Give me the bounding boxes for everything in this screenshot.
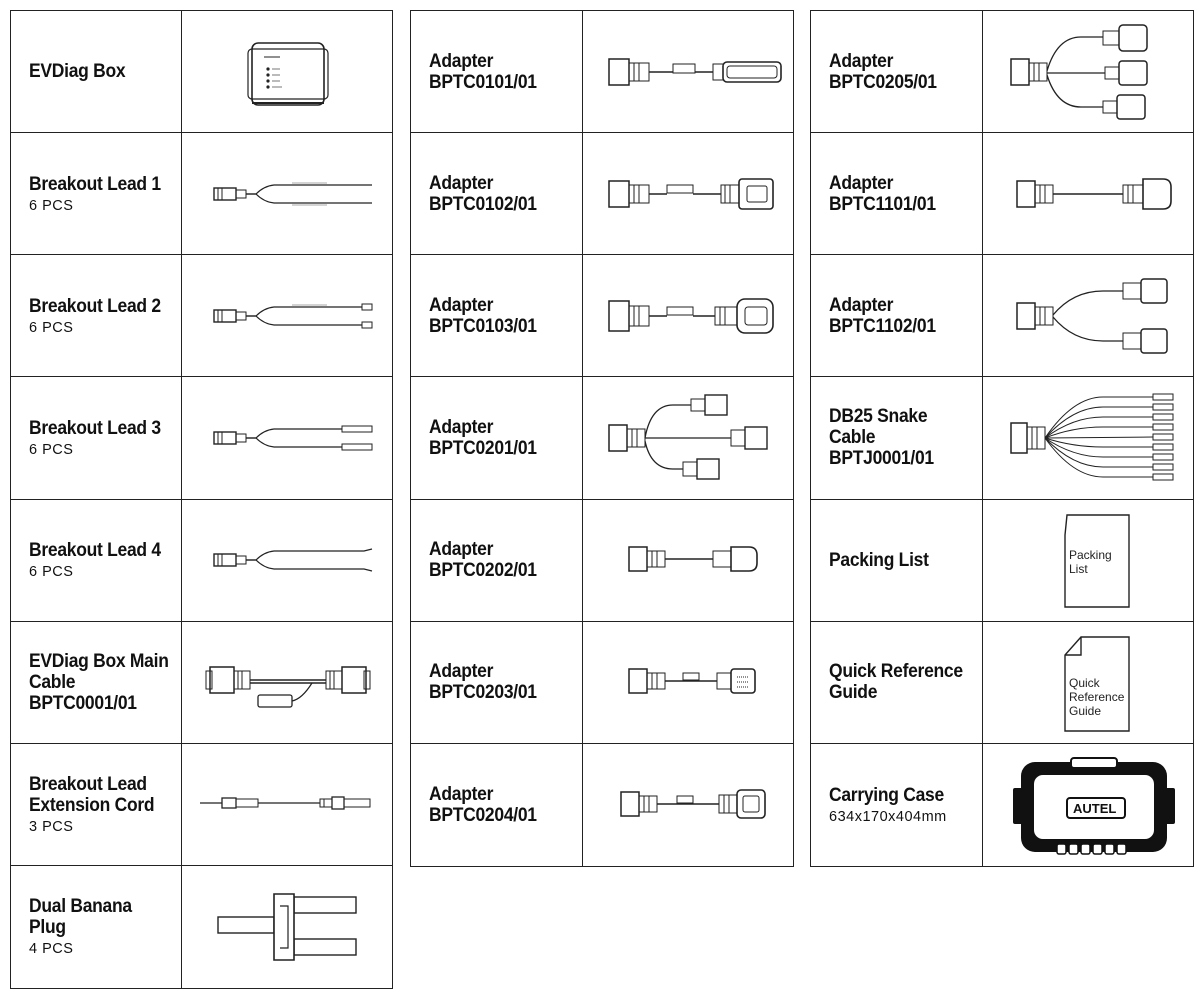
item-image — [983, 622, 1193, 744]
item-name: Dual Banana Plug — [29, 896, 132, 939]
item-label — [411, 11, 583, 133]
item-image — [182, 500, 392, 622]
item-name: Adapter BPTC0101/01 — [429, 50, 537, 93]
item-name: Adapter BPTC0203/01 — [429, 661, 537, 704]
item-label — [411, 500, 583, 622]
item-image — [583, 744, 793, 866]
item-label — [811, 11, 983, 133]
item-name: Breakout Lead 4 — [29, 540, 161, 562]
item-image — [182, 255, 392, 377]
adapter-cable-icon — [593, 750, 783, 860]
item-image — [182, 866, 392, 988]
item-label — [811, 255, 983, 377]
item-image — [182, 744, 392, 866]
item-name: Breakout Lead 1 — [29, 173, 161, 195]
item-name: Adapter BPTC0102/01 — [429, 172, 537, 215]
item-dimensions: 634x170x404mm — [829, 808, 947, 825]
item-image — [583, 133, 793, 255]
item-quantity: 6 PCS — [29, 197, 74, 214]
adapter-cable-icon — [593, 505, 783, 615]
packing-list-icon — [993, 505, 1183, 615]
item-label — [11, 133, 182, 255]
item-label — [811, 744, 983, 866]
item-image — [983, 255, 1193, 377]
breakout-lead-icon — [192, 261, 382, 371]
item-label — [11, 500, 182, 622]
doc-text: Reference — [1069, 690, 1125, 705]
item-quantity: 6 PCS — [29, 564, 74, 581]
breakout-lead-icon — [192, 139, 382, 249]
item-label — [411, 622, 583, 744]
item-label — [411, 255, 583, 377]
adapter-triple-icon — [993, 17, 1183, 127]
item-name: DB25 Snake Cable BPTJ0001/01 — [829, 406, 934, 470]
adapter-cable-icon — [593, 17, 783, 127]
item-name: Adapter BPTC0201/01 — [429, 416, 537, 459]
extension-cord-icon — [192, 749, 382, 859]
item-label — [811, 133, 983, 255]
item-label — [11, 744, 182, 866]
item-image — [583, 255, 793, 377]
adapter-cable-icon — [993, 139, 1183, 249]
item-name: Quick Reference Guide — [829, 661, 963, 704]
item-label — [11, 622, 182, 744]
adapter-split-icon — [993, 261, 1183, 371]
item-label — [11, 866, 182, 988]
item-image — [583, 377, 793, 499]
item-image — [983, 377, 1193, 499]
adapter-cable-icon — [593, 139, 783, 249]
item-label — [811, 500, 983, 622]
accessory-table-column-3 — [810, 10, 1194, 867]
adapter-triple-icon — [593, 383, 783, 493]
item-label — [411, 377, 583, 499]
snake-cable-icon — [993, 383, 1183, 493]
breakout-lead-icon — [192, 383, 382, 493]
item-name: Breakout Lead Extension Cord — [29, 773, 155, 816]
item-quantity: 6 PCS — [29, 441, 74, 458]
item-image — [583, 11, 793, 133]
item-quantity: 6 PCS — [29, 319, 74, 336]
item-quantity: 3 PCS — [29, 818, 74, 835]
accessory-table-column-1 — [10, 10, 393, 989]
item-label — [811, 622, 983, 744]
item-label — [811, 377, 983, 499]
item-image — [983, 133, 1193, 255]
item-quantity: 4 PCS — [29, 941, 74, 958]
item-label — [11, 377, 182, 499]
item-image — [983, 11, 1193, 133]
carrying-case-icon — [993, 750, 1183, 860]
adapter-cable-icon — [593, 261, 783, 371]
item-image — [983, 500, 1193, 622]
main-cable-icon — [192, 627, 382, 737]
doc-text: Quick — [1069, 676, 1100, 691]
item-name: Breakout Lead 3 — [29, 417, 161, 439]
item-name: Adapter BPTC0103/01 — [429, 294, 537, 337]
item-name: Adapter BPTC0202/01 — [429, 539, 537, 582]
item-image — [182, 377, 392, 499]
item-name: Breakout Lead 2 — [29, 295, 161, 317]
banana-plug-icon — [192, 872, 382, 982]
item-name: Adapter BPTC1102/01 — [829, 294, 936, 337]
doc-text: Guide — [1069, 704, 1102, 719]
item-name: Adapter BPTC1101/01 — [829, 172, 936, 215]
item-name: Adapter BPTC0205/01 — [829, 50, 937, 93]
item-name: EVDiag Box — [29, 61, 126, 83]
quick-reference-guide-icon — [993, 627, 1183, 737]
item-image — [583, 500, 793, 622]
doc-text: List — [1069, 562, 1088, 577]
item-label — [11, 11, 182, 133]
item-image — [983, 744, 1193, 866]
item-label — [411, 133, 583, 255]
item-name: EVDiag Box Main Cable BPTC0001/01 — [29, 650, 169, 714]
item-image — [182, 133, 392, 255]
doc-text: Packing — [1069, 548, 1112, 563]
item-label — [411, 744, 583, 866]
item-name: Carrying Case — [829, 784, 944, 806]
case-logo: AUTEL — [1073, 800, 1117, 816]
item-name: Packing List — [829, 549, 929, 571]
item-label — [11, 255, 182, 377]
item-image — [182, 622, 392, 744]
item-image — [583, 622, 793, 744]
evdiag-box-icon — [192, 17, 382, 127]
item-image — [182, 11, 392, 133]
item-name: Adapter BPTC0204/01 — [429, 783, 537, 826]
breakout-lead-icon — [192, 505, 382, 615]
accessory-table-column-2 — [410, 10, 794, 867]
adapter-cable-icon — [593, 627, 783, 737]
